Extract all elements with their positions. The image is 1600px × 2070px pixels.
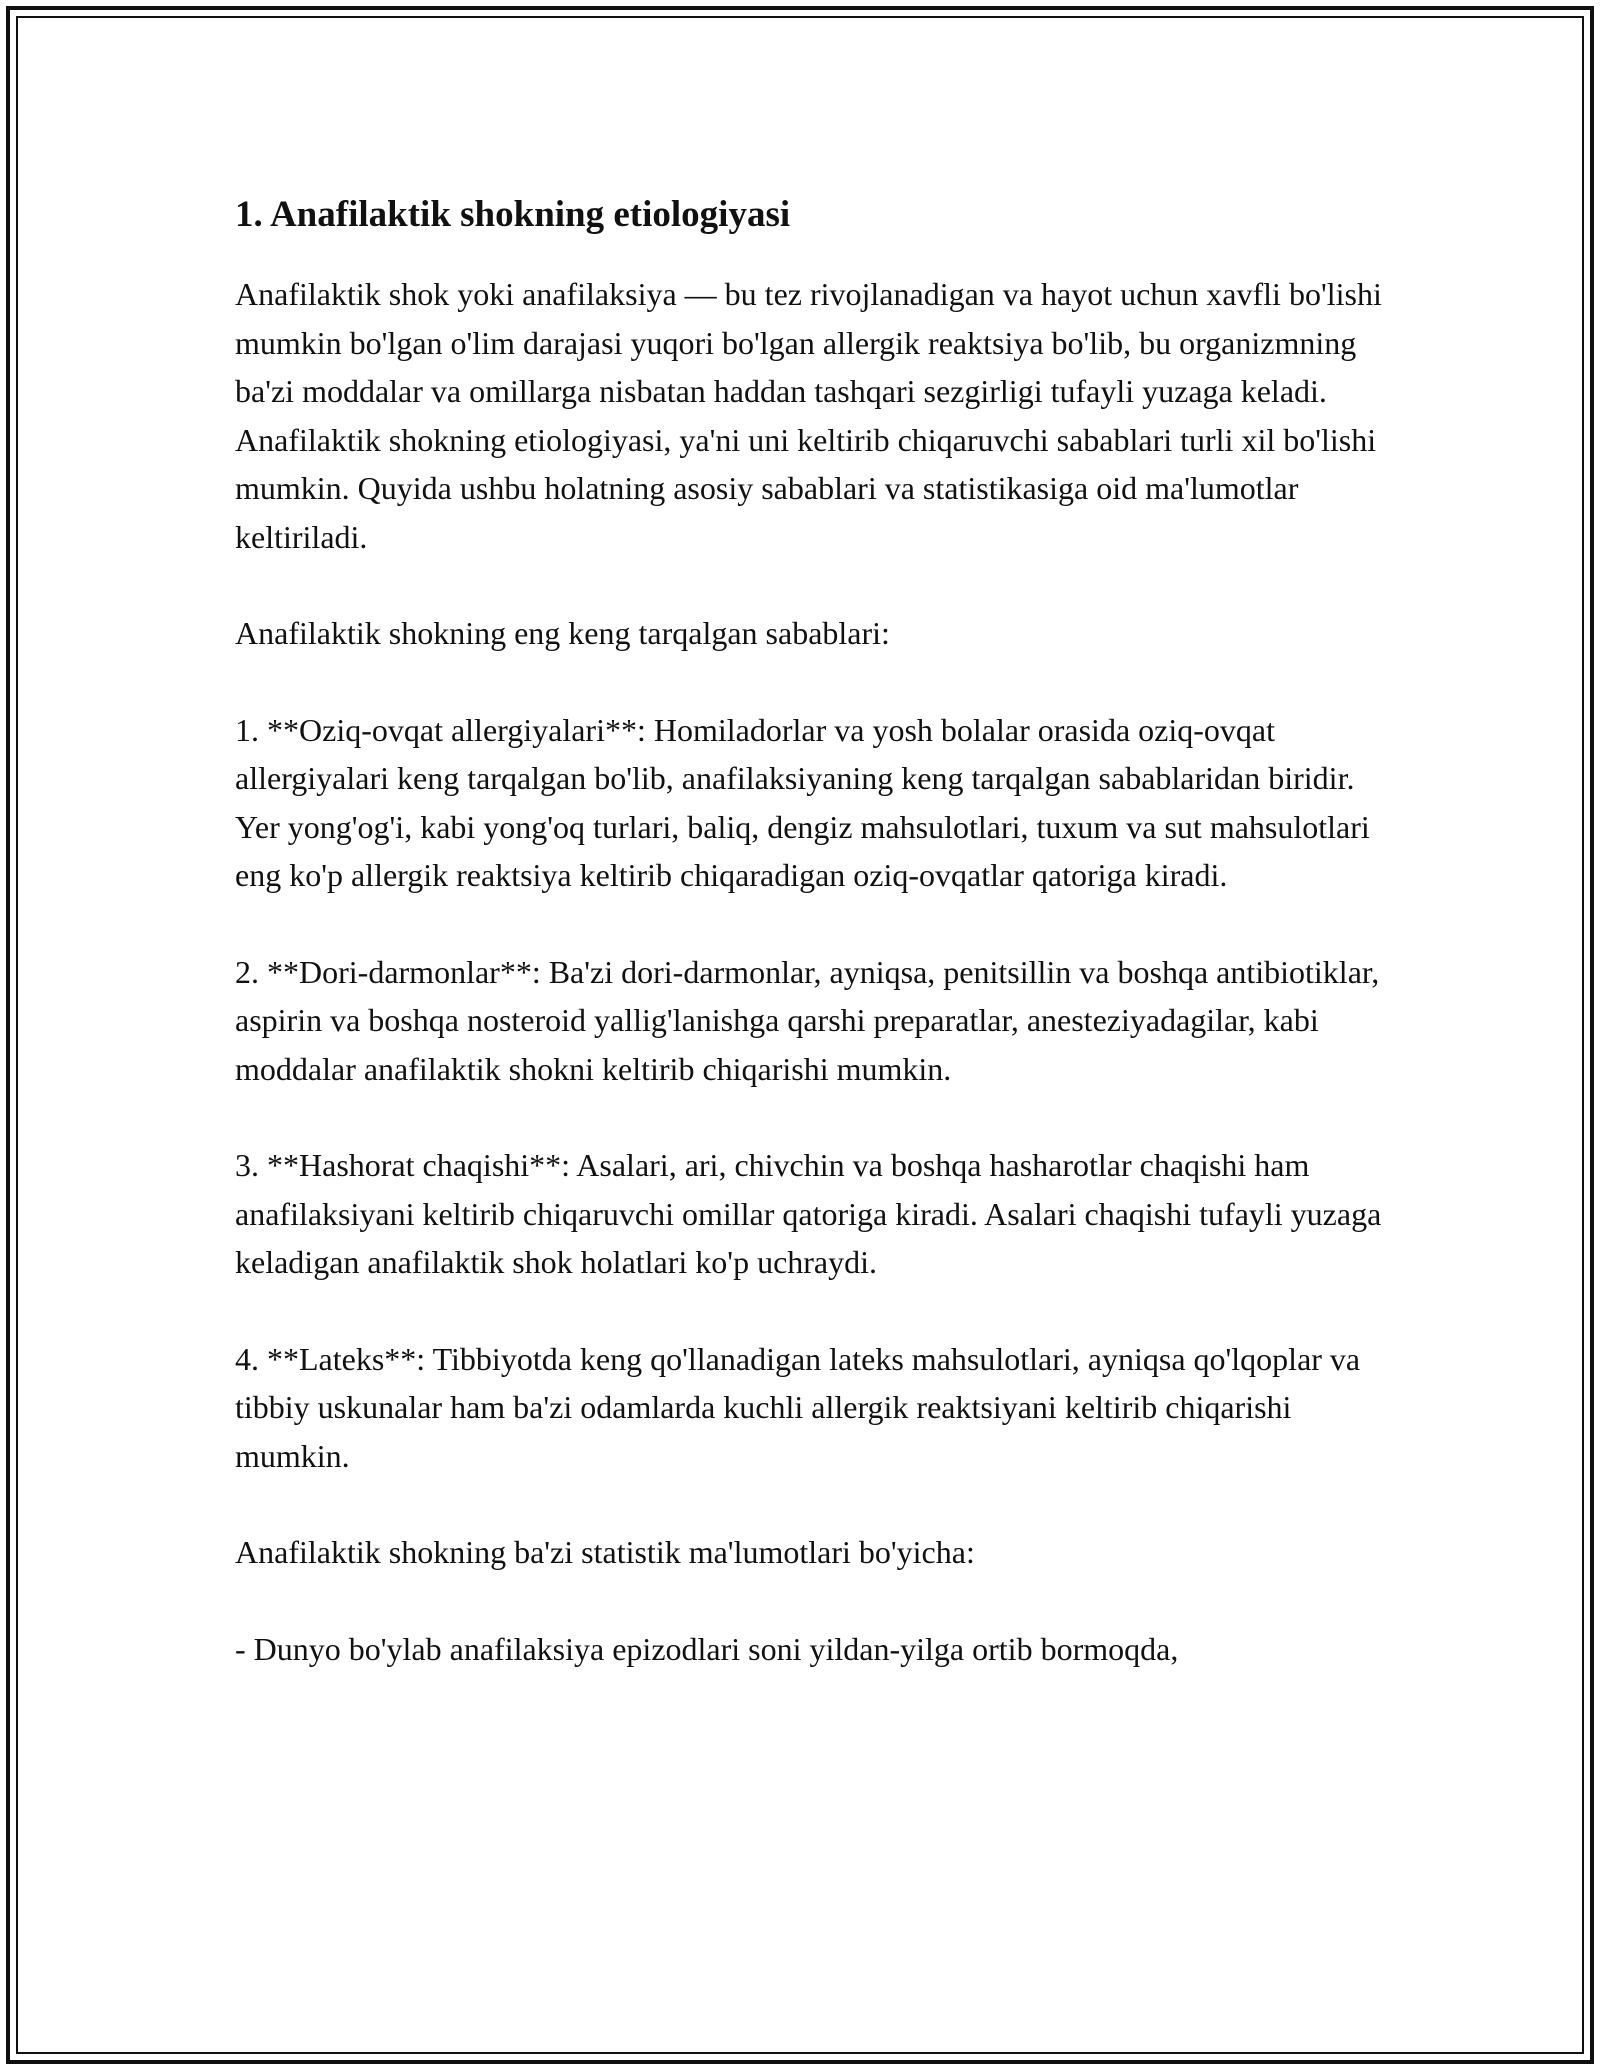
cause-latex-paragraph: 4. **Lateks**: Tibbiyotda keng qo'llanadigan lateks mahsulotlari, ayniqsa qo'lqoplar va tibbiy uskunalar ham ba'zi odamlarda kuchli allergik reaktsiyani keltirib chiqarishi mumkin. bbox=[235, 1340, 1361, 1474]
section-heading: 1. Anafilaktik shokning etiologiyasi bbox=[235, 194, 791, 235]
intro-paragraph: Anafilaktik shok yoki anafilaksiya — bu tez rivojlanadigan va hayot uchun xavfli bo'lishi mumkin bo'lgan o'lim darajasi yuqori bo'lgan allergik reaktsiya bo'lib, bu organizmning ba'zi moddalar va omillarga nisbatan haddan tashqari sezgirligi tufayli yuzaga keladi. Anafilaktik shokning etiologiyasi, ya'ni uni keltirib chiqaruvchi sabablari turli xil bo'lishi mumkin. Quyida ushbu holatning asosiy sabablari va statistikasiga oid ma'lumotlar keltiriladi. bbox=[235, 276, 1382, 555]
causes-intro-paragraph: Anafilaktik shokning eng keng tarqalgan sabablari: bbox=[235, 615, 890, 651]
cause-insect-sting-paragraph: 3. **Hashorat chaqishi**: Asalari, ari, chivchin va boshqa hasharotlar chaqishi ham anafilaksiyani keltirib chiqaruvchi omillar qatoriga kiradi. Asalari chaqishi tufayli yuzaga keladigan anafilaktik shok holatlari ko'p uchraydi. bbox=[235, 1147, 1382, 1280]
cause-food-allergy-paragraph: 1. **Oziq-ovqat allergiyalari**: Homiladorlar va yosh bolalar orasida oziq-ovqat allergiyalari keng tarqalgan bo'lib, anafilaksiyaning keng tarqalgan sabablaridan biridir. Yer yong'og'i, kabi yong'oq turlari, baliq, dengiz mahsulotlari, tuxum va sut mahsulotlari eng ko'p allergik reaktsiya keltirib chiqaradigan oziq-ovqatlar qatoriga kiradi. bbox=[235, 711, 1370, 893]
document-body bbox=[235, 180, 1385, 1721]
statistics-bullet-paragraph: - Dunyo bo'ylab anafilaksiya epizodlari soni yildan-yilga ortib bormoqda, bbox=[235, 1630, 1179, 1667]
cause-medications-paragraph: 2. **Dori-darmonlar**: Ba'zi dori-darmonlar, ayniqsa, penitsillin va boshqa antibiotiklar, aspirin va boshqa nosteroid yallig'lanishga qarshi preparatlar, anesteziyadagilar, kabi moddalar anafilaktik shokni keltirib chiqarishi mumkin. bbox=[235, 953, 1380, 1087]
statistics-intro-paragraph: Anafilaktik shokning ba'zi statistik ma'lumotlari bo'yicha: bbox=[235, 1534, 975, 1570]
